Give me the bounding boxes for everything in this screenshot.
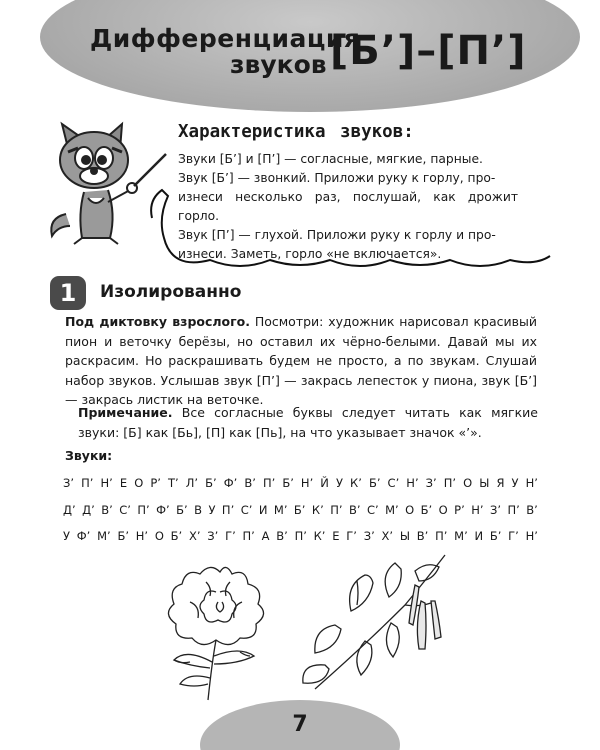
sound-letter: К’ — [313, 529, 326, 543]
sound-letter: Б’ — [205, 476, 217, 490]
sound-letter: У — [63, 529, 71, 543]
characteristics-line: изнеси. Заметь, горло «не включается». — [178, 247, 442, 261]
sound-letter: Н’ — [471, 503, 484, 517]
sound-letter: О — [405, 503, 415, 517]
sound-letter: Б’ — [176, 503, 188, 517]
sound-letter: В’ — [416, 529, 429, 543]
sound-letter: У — [511, 476, 519, 490]
characteristics-heading: Характеристика звуков: — [178, 122, 414, 142]
sound-letter: З’ — [489, 503, 502, 517]
sound-letter: Х’ — [188, 529, 201, 543]
sound-letter: С’ — [366, 503, 379, 517]
sound-letter: У — [208, 503, 216, 517]
sound-letter: Б’ — [420, 503, 433, 517]
sound-letter: Л’ — [185, 476, 199, 490]
sound-letter: О — [438, 503, 448, 517]
sound-letter: Н’ — [135, 529, 149, 543]
sound-letter: В — [194, 503, 202, 517]
sound-letter: К’ — [350, 476, 362, 490]
sound-letter: В’ — [526, 503, 538, 517]
sound-letter: Н’ — [525, 476, 538, 490]
sound-letter: Д’ — [63, 503, 76, 517]
sound-letter: З’ — [207, 529, 219, 543]
characteristics-line: изнеси несколько раз, послушай, как дрожит горло. — [178, 190, 518, 223]
title-line1: Дифференциация — [90, 24, 361, 53]
note-body: Все согласные буквы следует читать как мягкие звуки: [Б] как [Бь], [П] как [Пь], на что указывает значок «’». — [78, 405, 538, 440]
note-lead: Примечание. — [78, 405, 173, 420]
sound-letter: П’ — [330, 503, 343, 517]
sound-letter: Ф’ — [76, 529, 91, 543]
sound-letter: Б’ — [117, 529, 129, 543]
section-number: 1 — [50, 276, 86, 310]
sound-letter: Н’ — [300, 476, 314, 490]
task-lead: Под диктовку взрослого. — [65, 314, 250, 329]
sound-letter: Р’ — [454, 503, 465, 517]
sounds-row-3 — [63, 529, 538, 543]
sound-letter: З’ — [63, 476, 75, 490]
sound-letter: П’ — [221, 503, 235, 517]
sound-letter: С’ — [387, 476, 400, 490]
sound-letter: О — [463, 476, 473, 490]
sound-letter: П’ — [443, 476, 457, 490]
sound-letter: Я — [496, 476, 505, 490]
sound-letter: П’ — [435, 529, 448, 543]
sounds-row-2 — [63, 503, 538, 517]
sound-letter: Г’ — [346, 529, 357, 543]
page-number: 7 — [292, 712, 308, 737]
sound-letter: В’ — [101, 503, 113, 517]
sounds-row-1 — [63, 476, 538, 490]
sound-letter: Р’ — [150, 476, 161, 490]
sound-letter: Б’ — [293, 503, 306, 517]
sound-letter: П’ — [294, 529, 307, 543]
sound-letter: Д’ — [82, 503, 95, 517]
characteristics-line: Звук [П’] — глухой. Приложи руку к горлу и про- — [178, 228, 496, 242]
sound-letter: М’ — [273, 503, 288, 517]
title-sounds: [Б’]–[П’] — [330, 28, 527, 74]
sound-letter: Б’ — [368, 476, 381, 490]
sound-letter: М’ — [454, 529, 468, 543]
sound-letter: С’ — [240, 503, 253, 517]
sound-letter: Ы — [399, 529, 410, 543]
task-text — [65, 312, 537, 410]
sound-letter: К’ — [311, 503, 324, 517]
sound-letter: П’ — [262, 476, 276, 490]
sound-letter: Б’ — [489, 529, 502, 543]
sound-letter: Т’ — [167, 476, 179, 490]
sound-letter: В’ — [348, 503, 361, 517]
sound-letter: Н’ — [525, 529, 538, 543]
task-body: Посмотри: художник нарисовал красивый пион и веточку берёзы, но оставил их чёрно-белыми. Давай мы их раскрасим. Но раскрашивать будем не просто, а по звукам. Слушай набор звуков. Услышав звук [П’] — закрась лепесток у пиона, звук [Б’] — закрась листик на веточке. — [65, 314, 537, 407]
sound-letter: Ф’ — [223, 476, 238, 490]
sound-letter: П’ — [507, 503, 520, 517]
sound-letter: Б’ — [170, 529, 183, 543]
title-line2: звуков — [230, 50, 327, 79]
characteristics-text — [178, 150, 518, 264]
characteristics-line: Звуки [Б’] и [П’] — согласные, мягкие, парные. — [178, 152, 483, 166]
sound-letter: О — [154, 529, 164, 543]
characteristics-line: Звук [Б’] — звонкий. Приложи руку к горлу, про- — [178, 171, 496, 185]
sound-letter: С’ — [119, 503, 131, 517]
sound-letter: З’ — [425, 476, 437, 490]
birch-branch-illustration — [295, 545, 465, 695]
sound-letter: Г’ — [508, 529, 519, 543]
sound-letter: И — [258, 503, 268, 517]
sound-letter: Г’ — [225, 529, 236, 543]
sounds-label: Звуки: — [65, 448, 113, 463]
sound-letter: П’ — [242, 529, 255, 543]
sound-letter: М’ — [97, 529, 111, 543]
sound-letter: У — [335, 476, 343, 490]
sound-letter: Б’ — [282, 476, 294, 490]
section-title: Изолированно — [100, 282, 242, 302]
sound-letter: О — [134, 476, 144, 490]
sound-letter: М’ — [385, 503, 399, 517]
sound-letter: П’ — [137, 503, 150, 517]
sound-letter: Ф’ — [156, 503, 170, 517]
sound-letter: Е — [332, 529, 340, 543]
note-text — [78, 403, 538, 442]
sound-letter: А — [261, 529, 270, 543]
sound-letter: В’ — [276, 529, 288, 543]
sound-letter: П’ — [81, 476, 94, 490]
sound-letter: Н’ — [406, 476, 419, 490]
sound-letter: И — [474, 529, 484, 543]
sound-letter: З’ — [363, 529, 375, 543]
sound-letter: Н’ — [100, 476, 113, 490]
sound-letter: Е — [119, 476, 128, 490]
sound-letter: Ы — [479, 476, 490, 490]
peony-illustration — [150, 552, 300, 702]
sound-letter: Й — [320, 476, 329, 490]
sound-letter: В’ — [244, 476, 256, 490]
sound-letter: Х’ — [381, 529, 394, 543]
